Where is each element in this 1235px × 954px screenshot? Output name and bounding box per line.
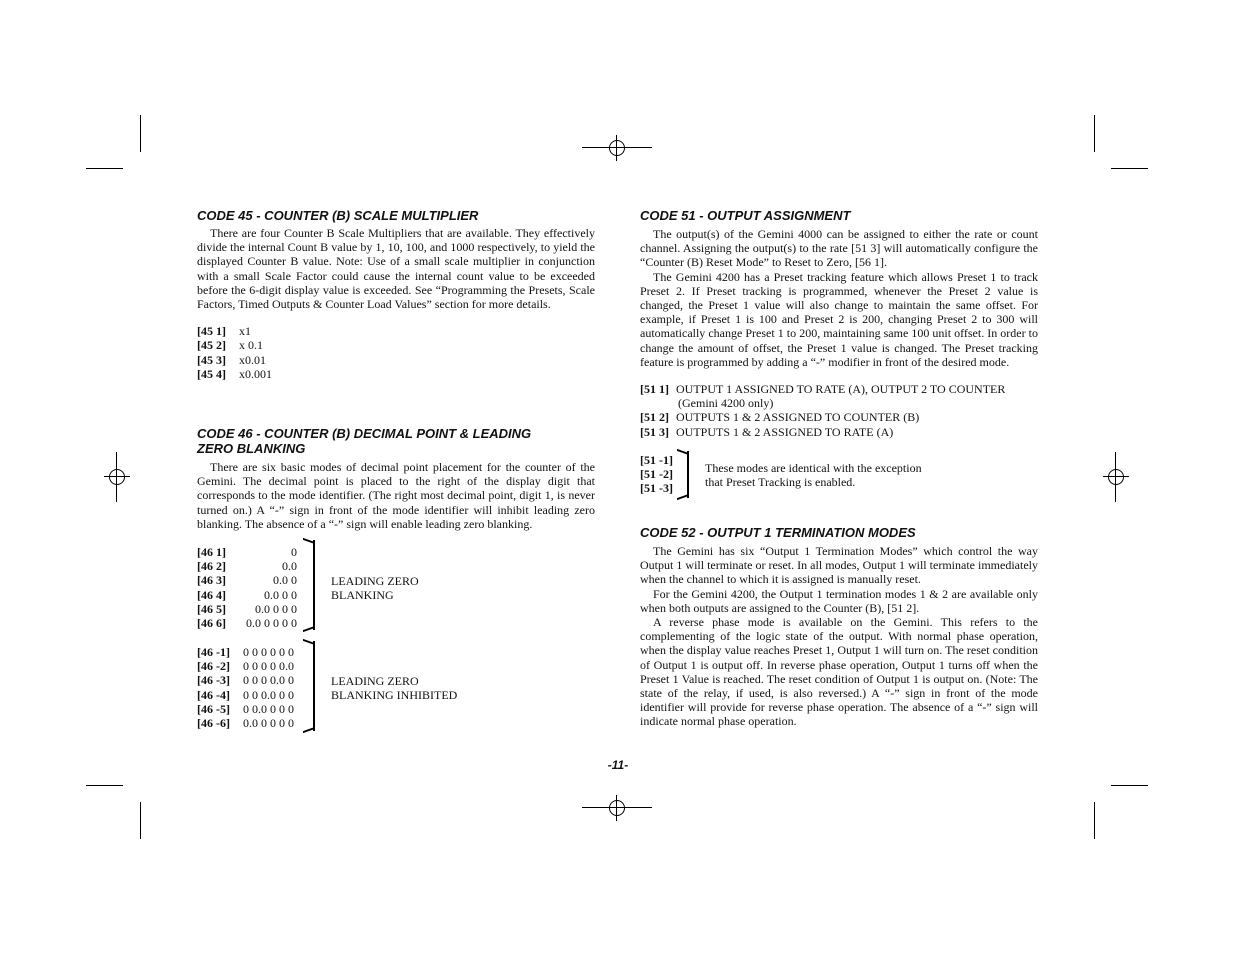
list-item: [51 -3] xyxy=(640,481,673,496)
code52-section xyxy=(640,525,1038,729)
list-item: [51 1] OUTPUT 1 ASSIGNED TO RATE (A), OUTPUT 2 TO COUNTER xyxy=(640,382,1006,397)
code51-neg-codes xyxy=(640,453,673,496)
registration-mark-top xyxy=(604,135,630,161)
table-row: [46 6] 0.0 0 0 0 0 xyxy=(197,616,297,631)
code51-para1: The output(s) of the Gemini 4000 can be assigned to either the rate or count channel. Assigning the output(s) to the rate [51 3] will automatically configure the “Counter (B) Reset Mode” to Reset to Zero, [56 1]. xyxy=(640,227,1038,270)
crop-mark xyxy=(1094,802,1095,839)
code51-para2: The Gemini 4200 has a Preset tracking feature which allows Preset 1 to track Preset 2. If Preset tracking is programmed, whenever the Preset 2 value is changed, the Preset 1 value will also change to maintain the same offset. For example, if Preset 1 is 100 and Preset 2 is 200, changing Preset 2 to 300 will automatically change Preset 1 to 200, maintaining same 100 unit offset. In order to change the amount of offset, the Preset 1 value is changed. The Preset tracking feature is programmed by adding a “-” modifier in front of the desired mode. xyxy=(640,269,1038,369)
code51-neg-note: These modes are identical with the exception that Preset Tracking is enabled. xyxy=(705,461,922,490)
code52-para3: A reverse phase mode is available on the Gemini. This refers to the complementing of the logic state of the output. With normal phase operation, when the display value reaches Preset 1, Output 1 will turn on. The reset condition of Output 1 is output off. In reverse phase operation, Output 1 turns off when the Preset 1 Value is reached. The reset condition of Output 1 is output on. (Note: The state of the relay, if used, is also reversed.) A “-” sign in front of the mode identifier will provide for reverse phase operation. The absence of a “-” sign will indicate normal phase operation. xyxy=(640,615,1038,729)
crop-mark xyxy=(1111,785,1148,786)
code52-para1: The Gemini has six “Output 1 Termination Modes” which control the way Output 1 will terminate or reset. In all modes, Output 1 will terminate immediately when the channel to which it is assigned is manually reset. xyxy=(640,544,1038,587)
table-row: [46 -5] 0 0.0 0 0 0 xyxy=(197,701,294,716)
table-row: [46 4] 0.0 0 0 xyxy=(197,587,297,602)
group2-label: LEADING ZERO BLANKING INHIBITED xyxy=(331,674,458,703)
code46-body: There are six basic modes of decimal point placement for the counter of the Gemini. The decimal point is placed to the right of the display digit that corresponds to the mode identifier. (The right most decimal point, digit 1, is never turned on.) A “-” sign in front of the mode identifier will inhibit leading zero blanking. The absence of a “-” sign will enable leading zero blanking. xyxy=(197,460,595,531)
crop-mark xyxy=(140,802,141,839)
table-row: [46 5] 0.0 0 0 0 xyxy=(197,601,297,616)
crop-mark xyxy=(140,115,141,152)
table-row: [46 -1] 0 0 0 0 0 0 xyxy=(197,645,294,659)
list-item: (Gemini 4200 only) xyxy=(678,396,774,411)
code52-heading: CODE 52 - OUTPUT 1 TERMINATION MODES xyxy=(640,525,916,540)
table-row: [46 -4] 0 0 0.0 0 0 xyxy=(197,687,294,702)
code45-heading: CODE 45 - COUNTER (B) SCALE MULTIPLIER xyxy=(197,208,479,223)
table-row: [46 1] 0 xyxy=(197,545,297,559)
list-item: [45 1] x1 xyxy=(197,324,251,339)
code46-group2 xyxy=(197,645,294,730)
group1-label: LEADING ZERO BLANKING xyxy=(331,574,419,603)
table-row: [46 -2] 0 0 0 0 0.0 xyxy=(197,659,294,674)
table-row: [46 2] 0.0 xyxy=(197,559,297,574)
code45-body: There are four Counter B Scale Multipliers that are available. They effectively divide the internal Count B value by 1, 10, 100, and 1000 respectively, to yield the displayed Counter B value. Note: Use of a small scale multiplier in conjunction with a small Scale Factor could cause the internal count value to be exceeded before the 6-digit display value is exceeded. See “Programming the Presets, Scale Factors, Timed Outputs & Counter Load Values” section for more details. xyxy=(197,226,595,312)
code52-para2: For the Gemini 4200, the Output 1 termination modes 1 & 2 are available only when both outputs are assigned to the Counter (B), [51 2]. xyxy=(640,586,1038,615)
list-item: [45 4] x0.001 xyxy=(197,366,272,381)
list-item: [51 -2] xyxy=(640,467,673,482)
left-column xyxy=(197,208,595,381)
table-row: [46 -6] 0.0 0 0 0 0 xyxy=(197,716,294,731)
table-row: [46 -3] 0 0 0 0.0 0 xyxy=(197,673,294,688)
crop-mark xyxy=(1111,168,1148,169)
registration-mark-bottom xyxy=(604,795,630,821)
crop-mark xyxy=(86,785,123,786)
crop-mark xyxy=(86,168,123,169)
code45-list xyxy=(197,324,595,381)
code46-heading: CODE 46 - COUNTER (B) DECIMAL POINT & LEADING ZERO BLANKING xyxy=(197,426,532,456)
code51-list xyxy=(640,382,1038,439)
registration-mark-left xyxy=(104,464,130,490)
registration-mark-right xyxy=(1103,464,1129,490)
table-row: [46 3] 0.0 0 xyxy=(197,573,297,588)
bracket xyxy=(677,451,689,498)
crop-mark xyxy=(1094,115,1095,152)
list-item: [45 3] x0.01 xyxy=(197,352,266,367)
list-item: [51 -1] xyxy=(640,453,673,467)
code46-section xyxy=(197,426,595,531)
code46-group1 xyxy=(197,545,297,630)
code51-heading: CODE 51 - OUTPUT ASSIGNMENT xyxy=(640,208,851,223)
list-item: [51 3] OUTPUTS 1 & 2 ASSIGNED TO RATE (A) xyxy=(640,424,894,439)
list-item: [51 2] OUTPUTS 1 & 2 ASSIGNED TO COUNTER (B) xyxy=(640,410,920,425)
bracket xyxy=(303,540,315,630)
bracket xyxy=(303,641,315,731)
page-number: -11- xyxy=(607,758,629,772)
list-item: [45 2] x 0.1 xyxy=(197,338,263,353)
code51-section xyxy=(640,208,1038,439)
